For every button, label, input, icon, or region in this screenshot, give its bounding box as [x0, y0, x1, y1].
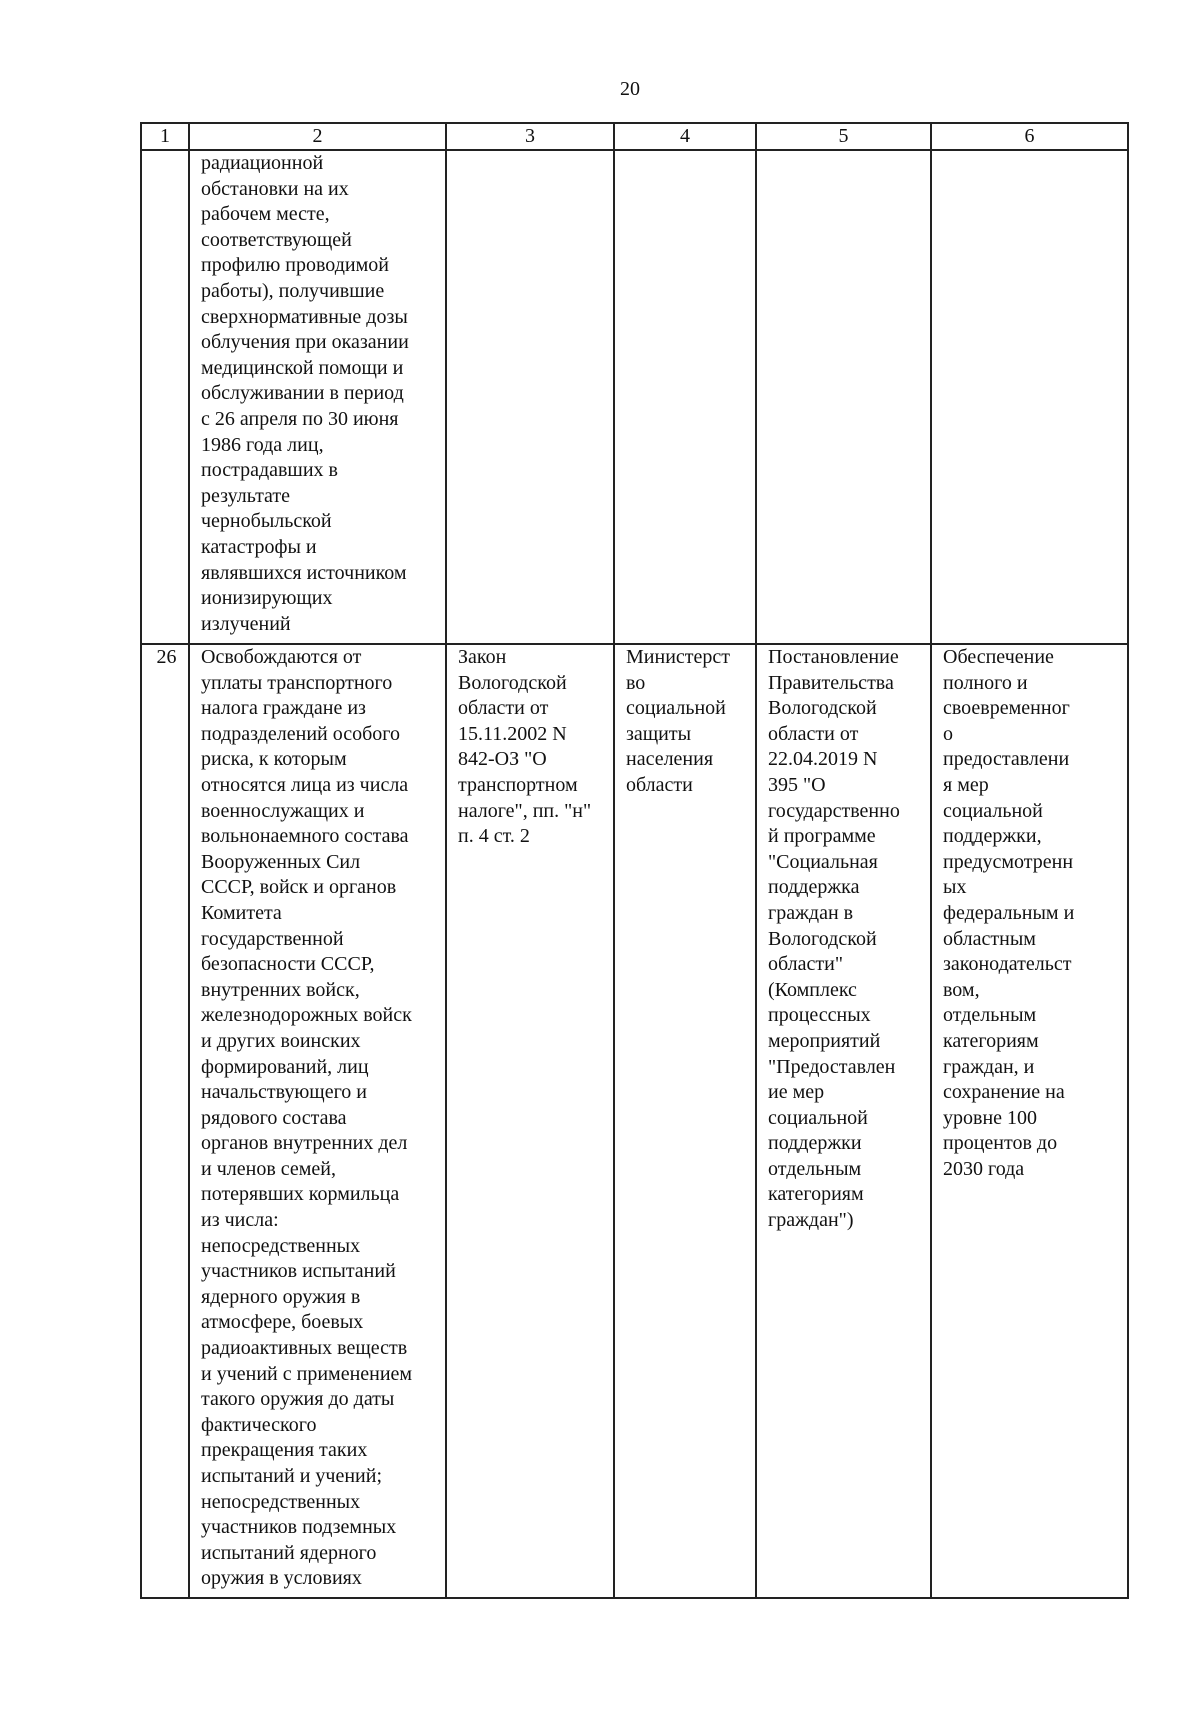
- table-header-row: [141, 123, 1128, 150]
- header-col-6: 6: [931, 123, 1128, 150]
- cell-goal: Обеспечение полного и своевременног о предоставлени я мер социальной поддержки, предусмотренн ых федеральным и областным законодательст вом, отдельным категориям граждан, и сохранение на уровне 100 процентов до 2030 года: [931, 644, 1128, 1598]
- measures-table: [140, 122, 1129, 1599]
- cell-legal-basis: [446, 150, 614, 644]
- table-row-26: [141, 644, 1128, 1598]
- page-number: 20: [620, 78, 640, 100]
- cell-program: [756, 150, 931, 644]
- header-col-4: 4: [614, 123, 756, 150]
- cell-number: [141, 150, 189, 644]
- cell-program: Постановление Правительства Вологодской области от 22.04.2019 N 395 "О государственно й программе "Социальная поддержка граждан в Вологодской области" (Комплекс процессных мероприятий "Предоставлен ие мер социальной поддержки отдельным категориям граждан"): [756, 644, 931, 1598]
- cell-number: 26: [141, 644, 189, 1598]
- header-col-3: 3: [446, 123, 614, 150]
- cell-goal: [931, 150, 1128, 644]
- cell-description: радиационной обстановки на их рабочем месте, соответствующей профилю проводимой работы), получившие сверхнормативные дозы облучения при оказании медицинской помощи и обслуживании в период с 26 апреля по 30 июня 1986 года лиц, пострадавших в результате чернобыльской катастрофы и являвшихся источником ионизирующих излучений: [189, 150, 446, 644]
- header-col-1: 1: [141, 123, 189, 150]
- header-col-5: 5: [756, 123, 931, 150]
- cell-responsible: Министерст во социальной защиты населения области: [614, 644, 756, 1598]
- table-row-continuation: [141, 150, 1128, 644]
- cell-description: Освобождаются от уплаты транспортного налога граждане из подразделений особого риска, к которым относятся лица из числа военнослужащих и вольнонаемного состава Вооруженных Сил СССР, войск и органов Комитета государственной безопасности СССР, внутренних войск, железнодорожных войск и других воинских формирований, лиц начальствующего и рядового состава органов внутренних дел и членов семей, потерявших кормильца из числа: непосредственных участников испытаний ядерного оружия в атмосфере, боевых радиоактивных веществ и учений с применением такого оружия до даты фактического прекращения таких испытаний и учений; непосредственных участников подземных испытаний ядерного оружия в условиях: [189, 644, 446, 1598]
- header-col-2: 2: [189, 123, 446, 150]
- cell-responsible: [614, 150, 756, 644]
- cell-legal-basis: Закон Вологодской области от 15.11.2002 N 842-ОЗ "О транспортном налоге", пп. "н" п. 4 ст. 2: [446, 644, 614, 1598]
